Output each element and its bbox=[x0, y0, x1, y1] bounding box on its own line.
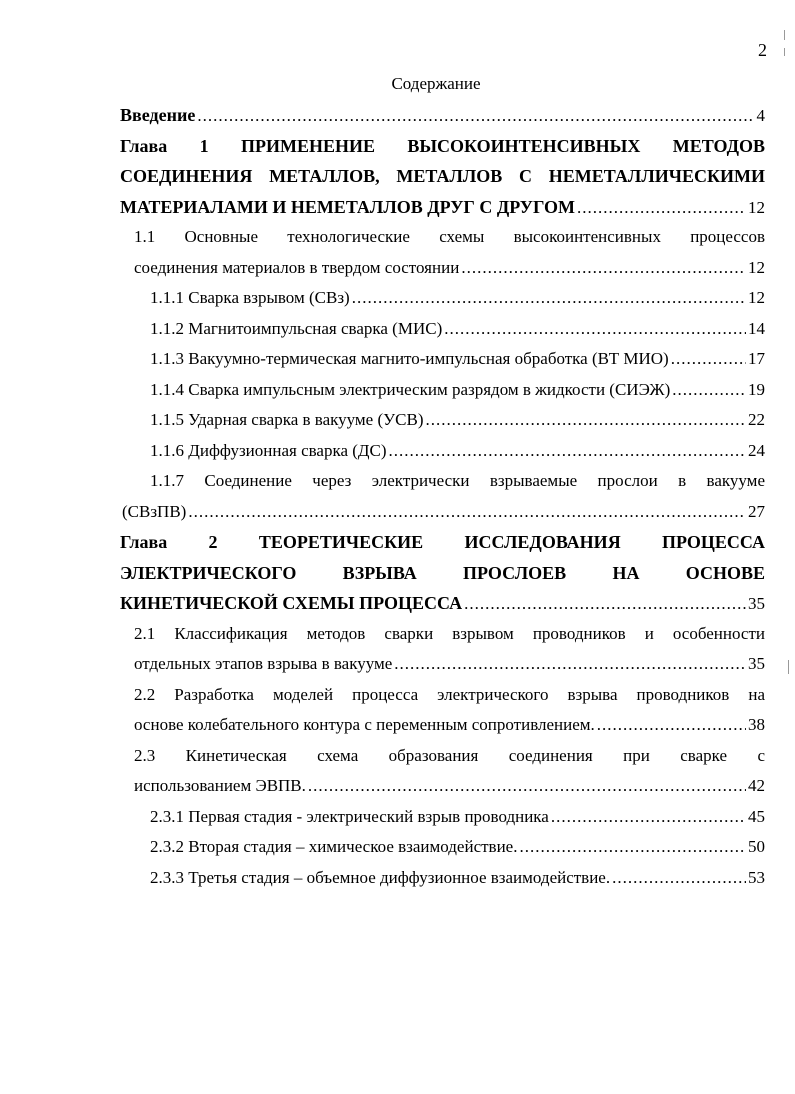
toc-entry[interactable] bbox=[0, 466, 795, 527]
scan-mark bbox=[784, 30, 785, 40]
toc-entry-text: 2.3.3 Третья стадия – объемное диффузионное взаимодействие. bbox=[150, 867, 611, 887]
dot-leader bbox=[551, 802, 746, 833]
page-number: 2 bbox=[758, 40, 767, 60]
toc-page-number: 38 bbox=[748, 715, 765, 734]
toc-page-number: 4 bbox=[756, 106, 765, 125]
toc-entry[interactable] bbox=[0, 527, 795, 619]
dot-leader bbox=[519, 832, 746, 863]
toc-page-number: 50 bbox=[748, 837, 765, 856]
toc-entry[interactable] bbox=[0, 863, 795, 894]
toc-page-number: 35 bbox=[748, 654, 765, 673]
toc-entry-text: 2.3 Кинетическая схема образования соединения при сварке с bbox=[134, 745, 765, 765]
dot-leader bbox=[444, 314, 746, 345]
toc-entry[interactable] bbox=[0, 222, 795, 283]
toc-entry-text: 1.1.4 Сварка импульсным электрическим разрядом в жидкости (СИЭЖ) bbox=[150, 379, 671, 399]
toc-entry-text: 1.1.5 Ударная сварка в вакууме (УСВ) bbox=[150, 410, 424, 429]
toc-entry-text: 2.3.1 Первая стадия - электрический взрыв проводника bbox=[150, 806, 549, 826]
toc-page-number: 17 bbox=[748, 349, 765, 368]
toc-entry-text: 1.1.2 Магнитоимпульсная сварка (МИС) bbox=[150, 318, 443, 338]
toc-entry-text: 2.3.2 Вторая стадия – химическое взаимодействие. bbox=[150, 837, 518, 856]
toc-entry[interactable] bbox=[0, 314, 795, 345]
toc-entry-text: соединения материалов в твердом состоянии bbox=[134, 257, 460, 277]
toc-entry[interactable] bbox=[0, 283, 795, 314]
toc-entry-text: (СВзПВ) bbox=[122, 501, 187, 521]
toc-entry[interactable] bbox=[0, 436, 795, 467]
toc-page-number: 14 bbox=[748, 318, 765, 338]
dot-leader bbox=[426, 405, 746, 436]
toc-page-number: 12 bbox=[748, 257, 765, 277]
toc-entry-text: Глава 1 ПРИМЕНЕНИЕ ВЫСОКОИНТЕНСИВНЫХ МЕТОДОВ bbox=[120, 135, 765, 156]
toc-entry-text: Введение bbox=[120, 105, 196, 125]
toc-entry[interactable] bbox=[0, 619, 795, 680]
toc-page-number: 27 bbox=[748, 501, 765, 521]
toc-entry-text: 1.1.7 Соединение через электрически взрываемые прослои в вакууме bbox=[150, 471, 765, 490]
toc-entry[interactable] bbox=[0, 802, 795, 833]
scan-mark bbox=[784, 48, 785, 56]
toc-entry-text: 1.1.6 Диффузионная сварка (ДС) bbox=[150, 440, 387, 460]
toc-entry-text: 2.1 Классификация методов сварки взрывом проводников и особенности bbox=[134, 623, 765, 643]
toc-entry[interactable] bbox=[0, 131, 795, 223]
dot-leader bbox=[352, 283, 746, 314]
scan-mark bbox=[788, 660, 789, 674]
dot-leader bbox=[188, 497, 746, 528]
dot-leader bbox=[197, 101, 754, 132]
toc-entry-text: Глава 2 ТЕОРЕТИЧЕСКИЕ ИССЛЕДОВАНИЯ ПРОЦЕССА bbox=[120, 532, 765, 552]
dot-leader bbox=[464, 589, 746, 620]
toc-page-number: 12 bbox=[748, 288, 765, 307]
toc-entry-text: 1.1.3 Вакуумно-термическая магнито-импульсная обработка (ВТ МИО) bbox=[150, 349, 669, 368]
dot-leader bbox=[612, 863, 746, 894]
toc-entry-text: ЭЛЕКТРИЧЕСКОГО ВЗРЫВА ПРОСЛОЕВ НА ОСНОВЕ bbox=[120, 562, 765, 583]
dot-leader bbox=[389, 436, 746, 467]
toc-entry-text: 2.2 Разработка моделей процесса электрического взрыва проводников на bbox=[134, 684, 765, 704]
toc-entry-text: 1.1 Основные технологические схемы высокоинтенсивных процессов bbox=[134, 227, 765, 246]
dot-leader bbox=[308, 771, 746, 802]
toc-entry[interactable] bbox=[0, 100, 795, 131]
toc-entry[interactable] bbox=[0, 375, 795, 406]
table-of-contents bbox=[0, 100, 795, 893]
toc-page-number: 45 bbox=[748, 806, 765, 826]
dot-leader bbox=[672, 375, 746, 406]
toc-page-number: 35 bbox=[748, 594, 765, 613]
toc-title: Содержание bbox=[391, 74, 481, 93]
dot-leader bbox=[577, 193, 746, 224]
dot-leader bbox=[461, 253, 746, 284]
dot-leader bbox=[671, 344, 746, 375]
toc-entry-text: КИНЕТИЧЕСКОЙ СХЕМЫ ПРОЦЕССА bbox=[120, 593, 463, 613]
toc-entry[interactable] bbox=[0, 344, 795, 375]
toc-page-number: 24 bbox=[748, 440, 765, 460]
toc-entry-text: отдельных этапов взрыва в вакууме bbox=[134, 654, 393, 673]
dot-leader bbox=[597, 710, 746, 741]
toc-entry[interactable] bbox=[0, 741, 795, 802]
toc-page-number: 12 bbox=[748, 197, 765, 217]
toc-entry-text: основе колебательного контура с переменным сопротивлением. bbox=[134, 715, 595, 734]
toc-entry-text: МАТЕРИАЛАМИ И НЕМЕТАЛЛОВ ДРУГ С ДРУГОМ bbox=[120, 196, 575, 217]
toc-page-number: 42 bbox=[748, 776, 765, 795]
toc-page-number: 19 bbox=[748, 379, 765, 399]
toc-entry-text: 1.1.1 Сварка взрывом (СВз) bbox=[150, 288, 350, 307]
toc-entry[interactable] bbox=[0, 680, 795, 741]
toc-entry-text: использованием ЭВПВ. bbox=[134, 776, 306, 795]
dot-leader bbox=[394, 649, 746, 680]
toc-entry-text: СОЕДИНЕНИЯ МЕТАЛЛОВ, МЕТАЛЛОВ С НЕМЕТАЛЛИЧЕСКИМИ bbox=[120, 166, 765, 186]
toc-entry[interactable] bbox=[0, 832, 795, 863]
toc-page-number: 53 bbox=[748, 867, 765, 887]
toc-entry[interactable] bbox=[0, 405, 795, 436]
toc-page-number: 22 bbox=[748, 410, 765, 429]
